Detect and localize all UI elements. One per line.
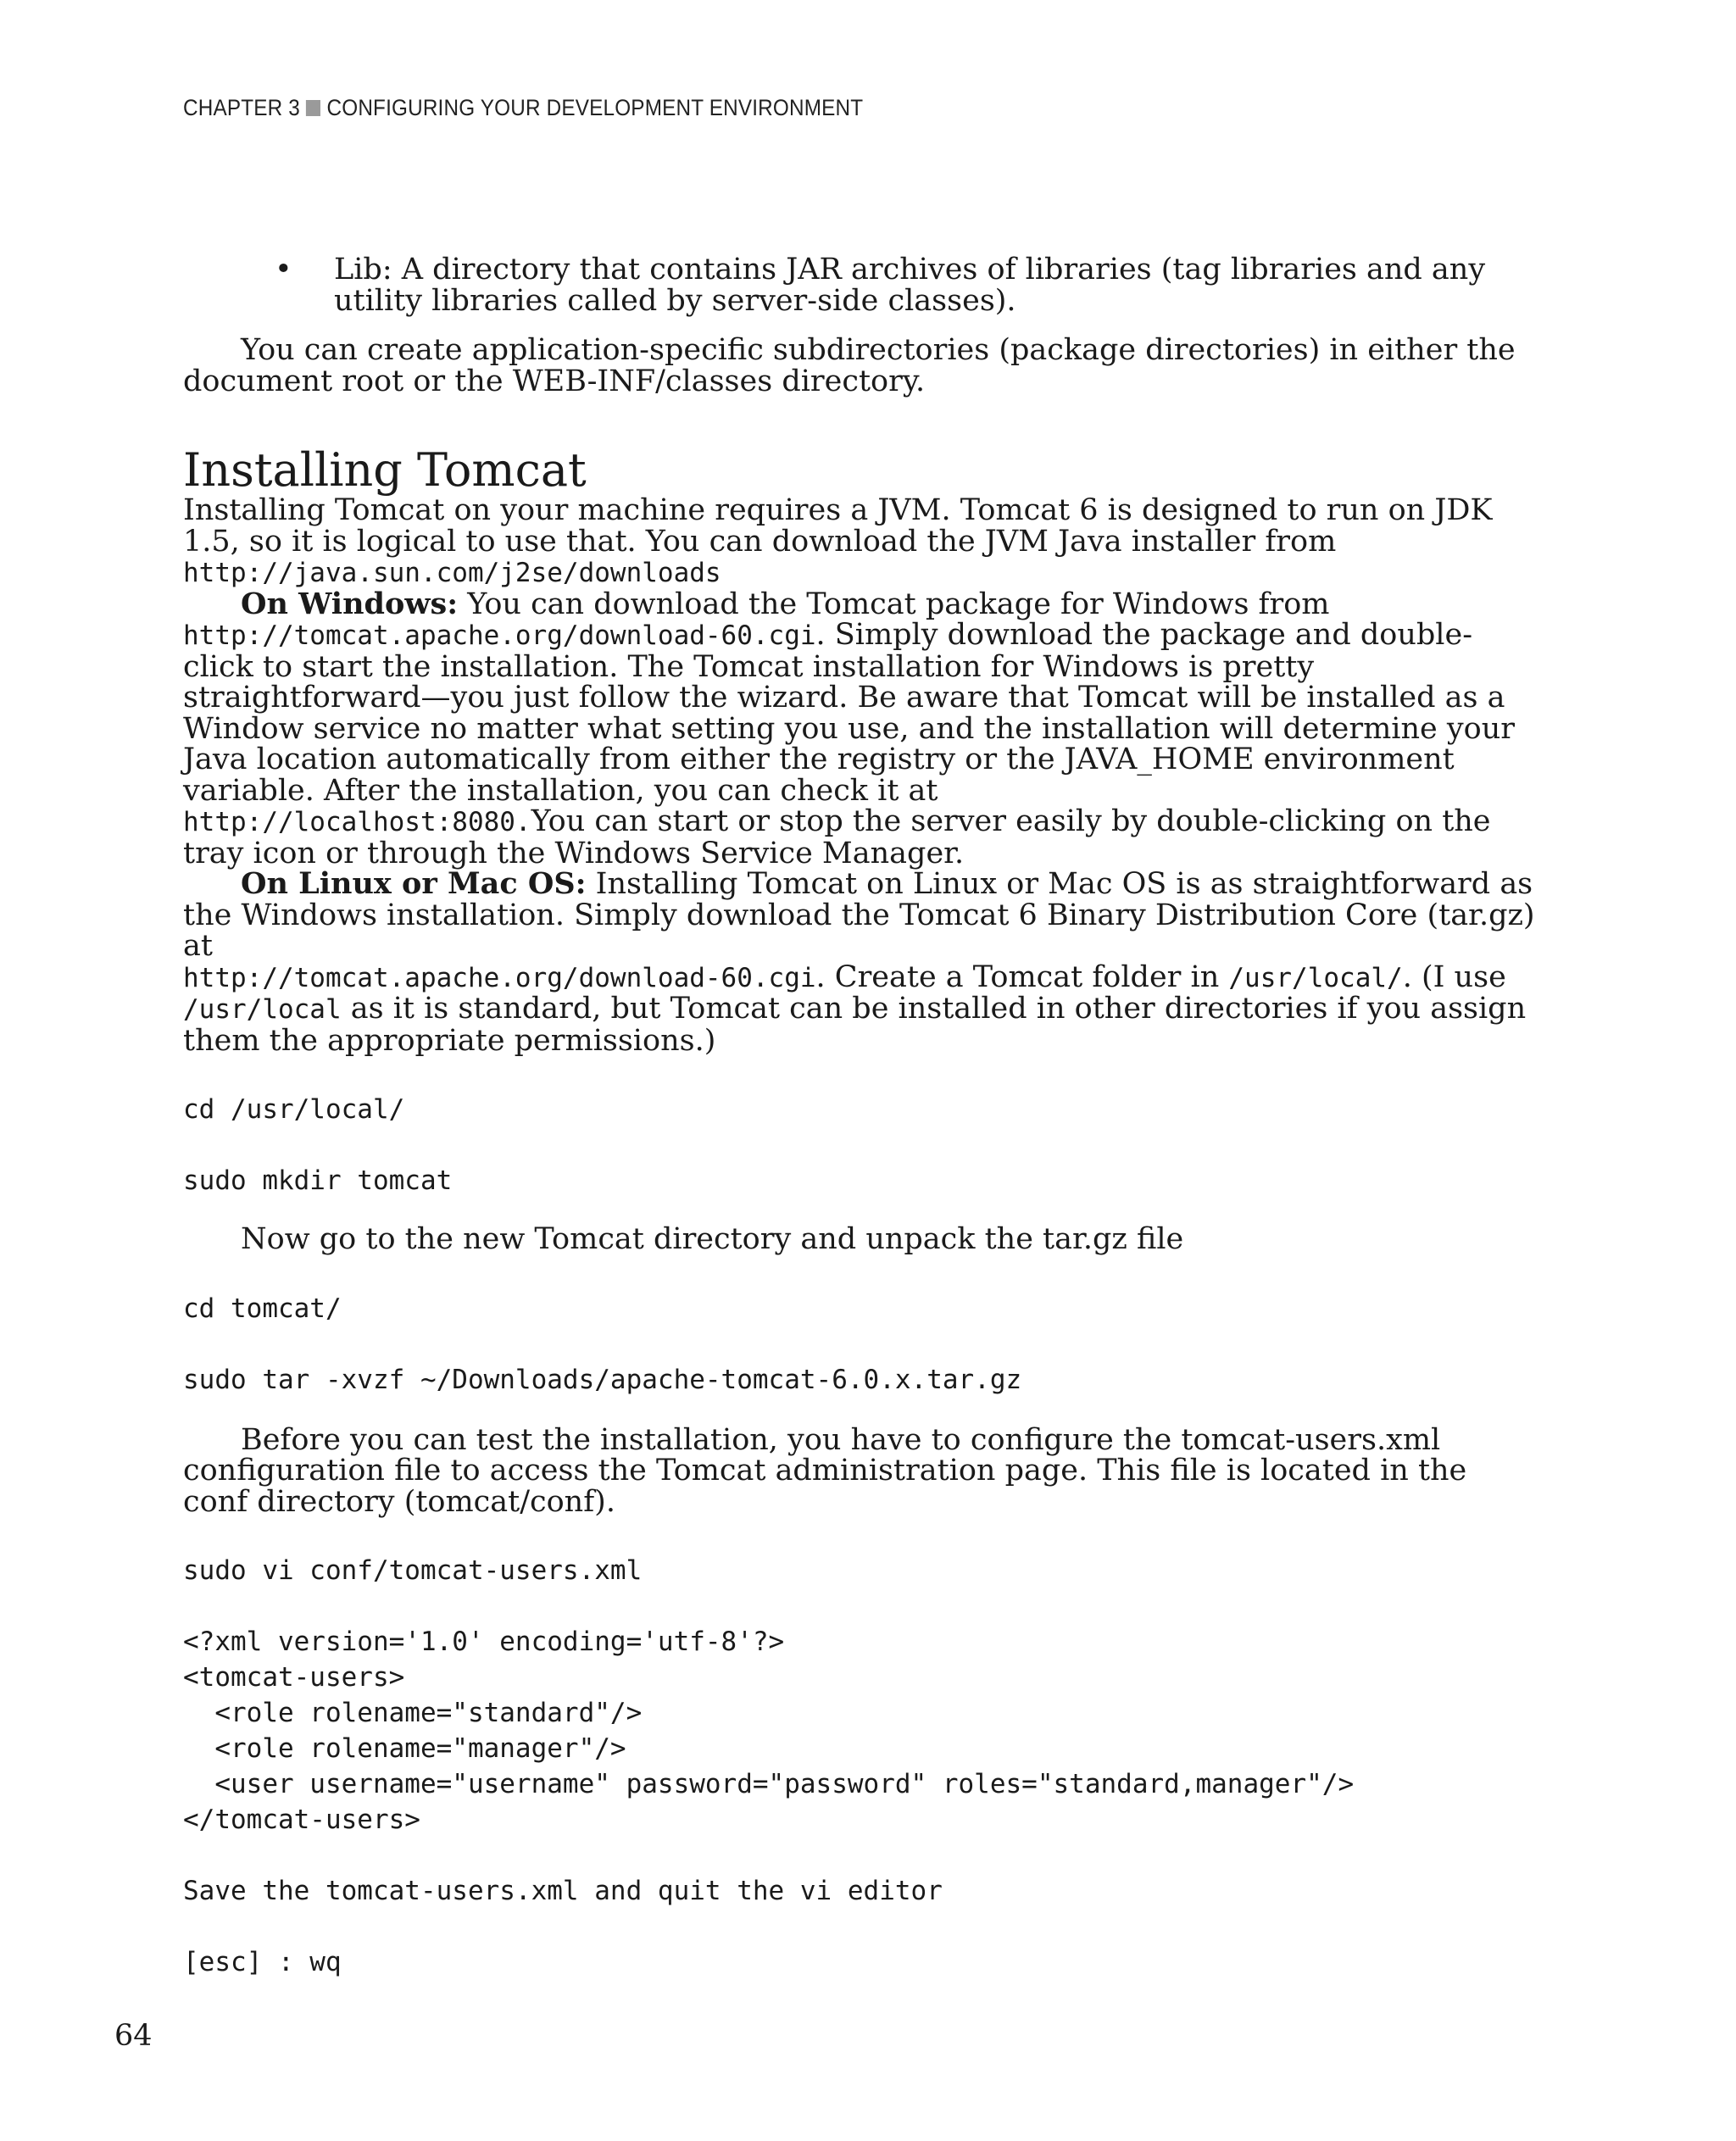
chapter-label: CHAPTER 3: [183, 95, 301, 120]
page-body: [183, 254, 1539, 1980]
code-line: [esc] : wq: [183, 1947, 342, 1977]
paragraph-configure: Before you can test the installation, you have to configure the tomcat-users.xml configuration file to access the Tomcat administration page. This file is located in the conf directory (tomcat/conf).: [183, 1422, 1467, 1519]
xml-line: <tomcat-users>: [183, 1662, 405, 1693]
paragraph-windows: [183, 586, 1539, 870]
code-line: Save the tomcat-users.xml and quit the vi editor: [183, 1876, 943, 1906]
code-line: sudo vi conf/tomcat-users.xml: [183, 1555, 643, 1586]
paragraph-unpack: Now go to the new Tomcat directory and unpack the tar.gz file: [241, 1222, 1184, 1256]
usr-local-path-2: /usr/local: [183, 994, 342, 1025]
java-download-url: http://java.sun.com/j2se/downloads: [183, 558, 721, 588]
code-line: cd /usr/local/: [183, 1094, 405, 1125]
usr-local-path: /usr/local/: [1228, 962, 1403, 993]
tomcat-download-url-2: http://tomcat.apache.org/download-60.cgi: [183, 962, 816, 993]
windows-text-3: You can start or stop the server easily by double-clicking on the tray icon or through the Windows Service Manager.: [183, 804, 1491, 870]
chapter-title: CONFIGURING YOUR DEVELOPMENT ENVIRONMENT: [326, 95, 864, 120]
xml-code-block: [183, 1624, 1539, 1838]
linux-text-3: . (I use: [1402, 959, 1506, 994]
tomcat-download-url: http://tomcat.apache.org/download-60.cgi: [183, 620, 816, 651]
linux-text-1: Installing Tomcat on Linux or Mac OS is as straightforward as the Windows installation. Simply download the Tomcat 6 Binary Distribution Core (tar.gz) at: [183, 867, 1535, 963]
bullet-icon: •: [275, 253, 292, 286]
windows-runin-label: On Windows:: [241, 586, 459, 621]
windows-text-1: You can download the Tomcat package for Windows from: [458, 587, 1330, 621]
localhost-url: http://localhost:8080.: [183, 807, 531, 837]
header-separator-icon: [306, 100, 320, 116]
xml-line: <role rolename="manager"/>: [183, 1733, 626, 1764]
paragraph-intro: [183, 495, 1539, 589]
xml-line: </tomcat-users>: [183, 1805, 420, 1835]
code-line: sudo mkdir tomcat: [183, 1165, 453, 1196]
linux-text-4: as it is standard, but Tomcat can be installed in other directories if you assign them the appropriate permissions.): [183, 992, 1527, 1058]
section-heading: Installing Tomcat: [183, 443, 587, 497]
code-line: sudo tar -xvzf ~/Downloads/apache-tomcat-6.0.x.tar.gz: [183, 1364, 1022, 1395]
bullet-item: [183, 254, 1539, 316]
linux-text-2: . Create a Tomcat folder in: [815, 959, 1229, 994]
paragraph-subdirectories: You can create application-specific subdirectories (package directories) in either the document root or the WEB-INF/classes directory.: [183, 333, 1516, 398]
intro-text: Installing Tomcat on your machine requires a JVM. Tomcat 6 is designed to run on JDK 1.5, so it is logical to use that. You can download the JVM Java installer from: [183, 493, 1493, 559]
linux-runin-label: On Linux or Mac OS:: [241, 866, 587, 901]
xml-line: <?xml version='1.0' encoding='utf-8'?>: [183, 1627, 785, 1657]
bullet-text: Lib: A directory that contains JAR archives of libraries (tag libraries and any utility libraries called by server-side classes).: [334, 253, 1486, 318]
xml-line: <role rolename="standard"/>: [183, 1698, 643, 1728]
windows-text-2: . Simply download the package and double-click to start the installation. The Tomcat installation for Windows is pretty straightforward—you just follow the wizard. Be aware that Tomcat will be installed as a Window service no matter what setting you use, and the installation will determine your Java location automatically from either the registry or the JAVA_HOME environment variable. After the installation, you can check it at: [183, 618, 1516, 808]
page-number: 64: [114, 2019, 153, 2053]
xml-line: <user username="username" password="password" roles="standard,manager"/>: [183, 1769, 1355, 1799]
paragraph-linux: [183, 866, 1539, 1058]
running-header: [183, 95, 863, 121]
code-line: cd tomcat/: [183, 1293, 342, 1324]
